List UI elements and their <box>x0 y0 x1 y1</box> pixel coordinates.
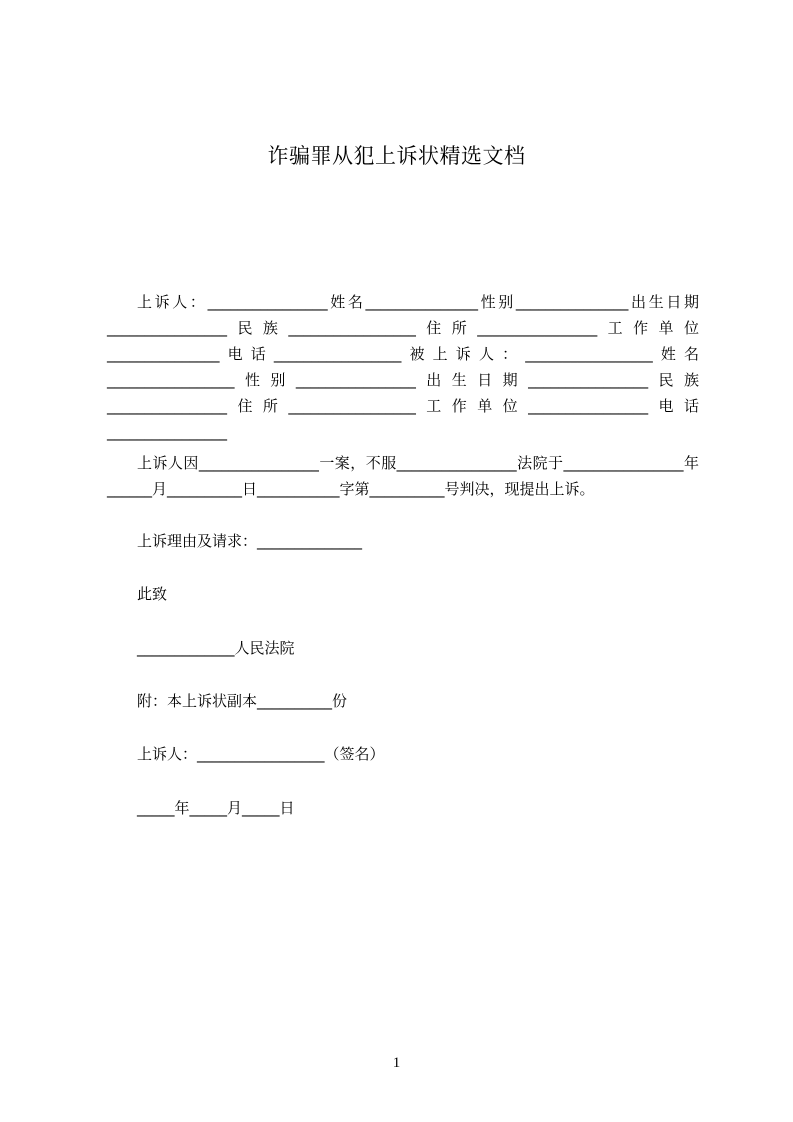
attachment-line: 附：本上诉状副本__________份 <box>137 692 348 710</box>
date-line: _____年_____月_____日 <box>137 799 295 817</box>
page-number: 1 <box>392 1055 401 1071</box>
signature-line: 上诉人：_________________（签名） <box>137 745 385 763</box>
party-info-paragraph: 上诉人：________________姓名_______________性别_______________出生日期________________民族_________________住所________________工作单位_______________电话_________________被上诉人：_________________姓名_________________性别________________出生日期________________民族________________住所_________________工作单位________________电话________________ <box>107 293 699 441</box>
appeal-grounds-line: 上诉理由及请求：______________ <box>137 532 363 550</box>
document-title: 诈骗罪从犯上诉状精选文档 <box>267 144 526 168</box>
salutation: 此致 <box>137 585 168 603</box>
court-line: _____________人民法院 <box>137 639 295 657</box>
case-info-paragraph: 上诉人因________________一案，不服________________法院于________________年______月__________日___________字第__________号判决，现提出上诉。 <box>107 454 699 498</box>
